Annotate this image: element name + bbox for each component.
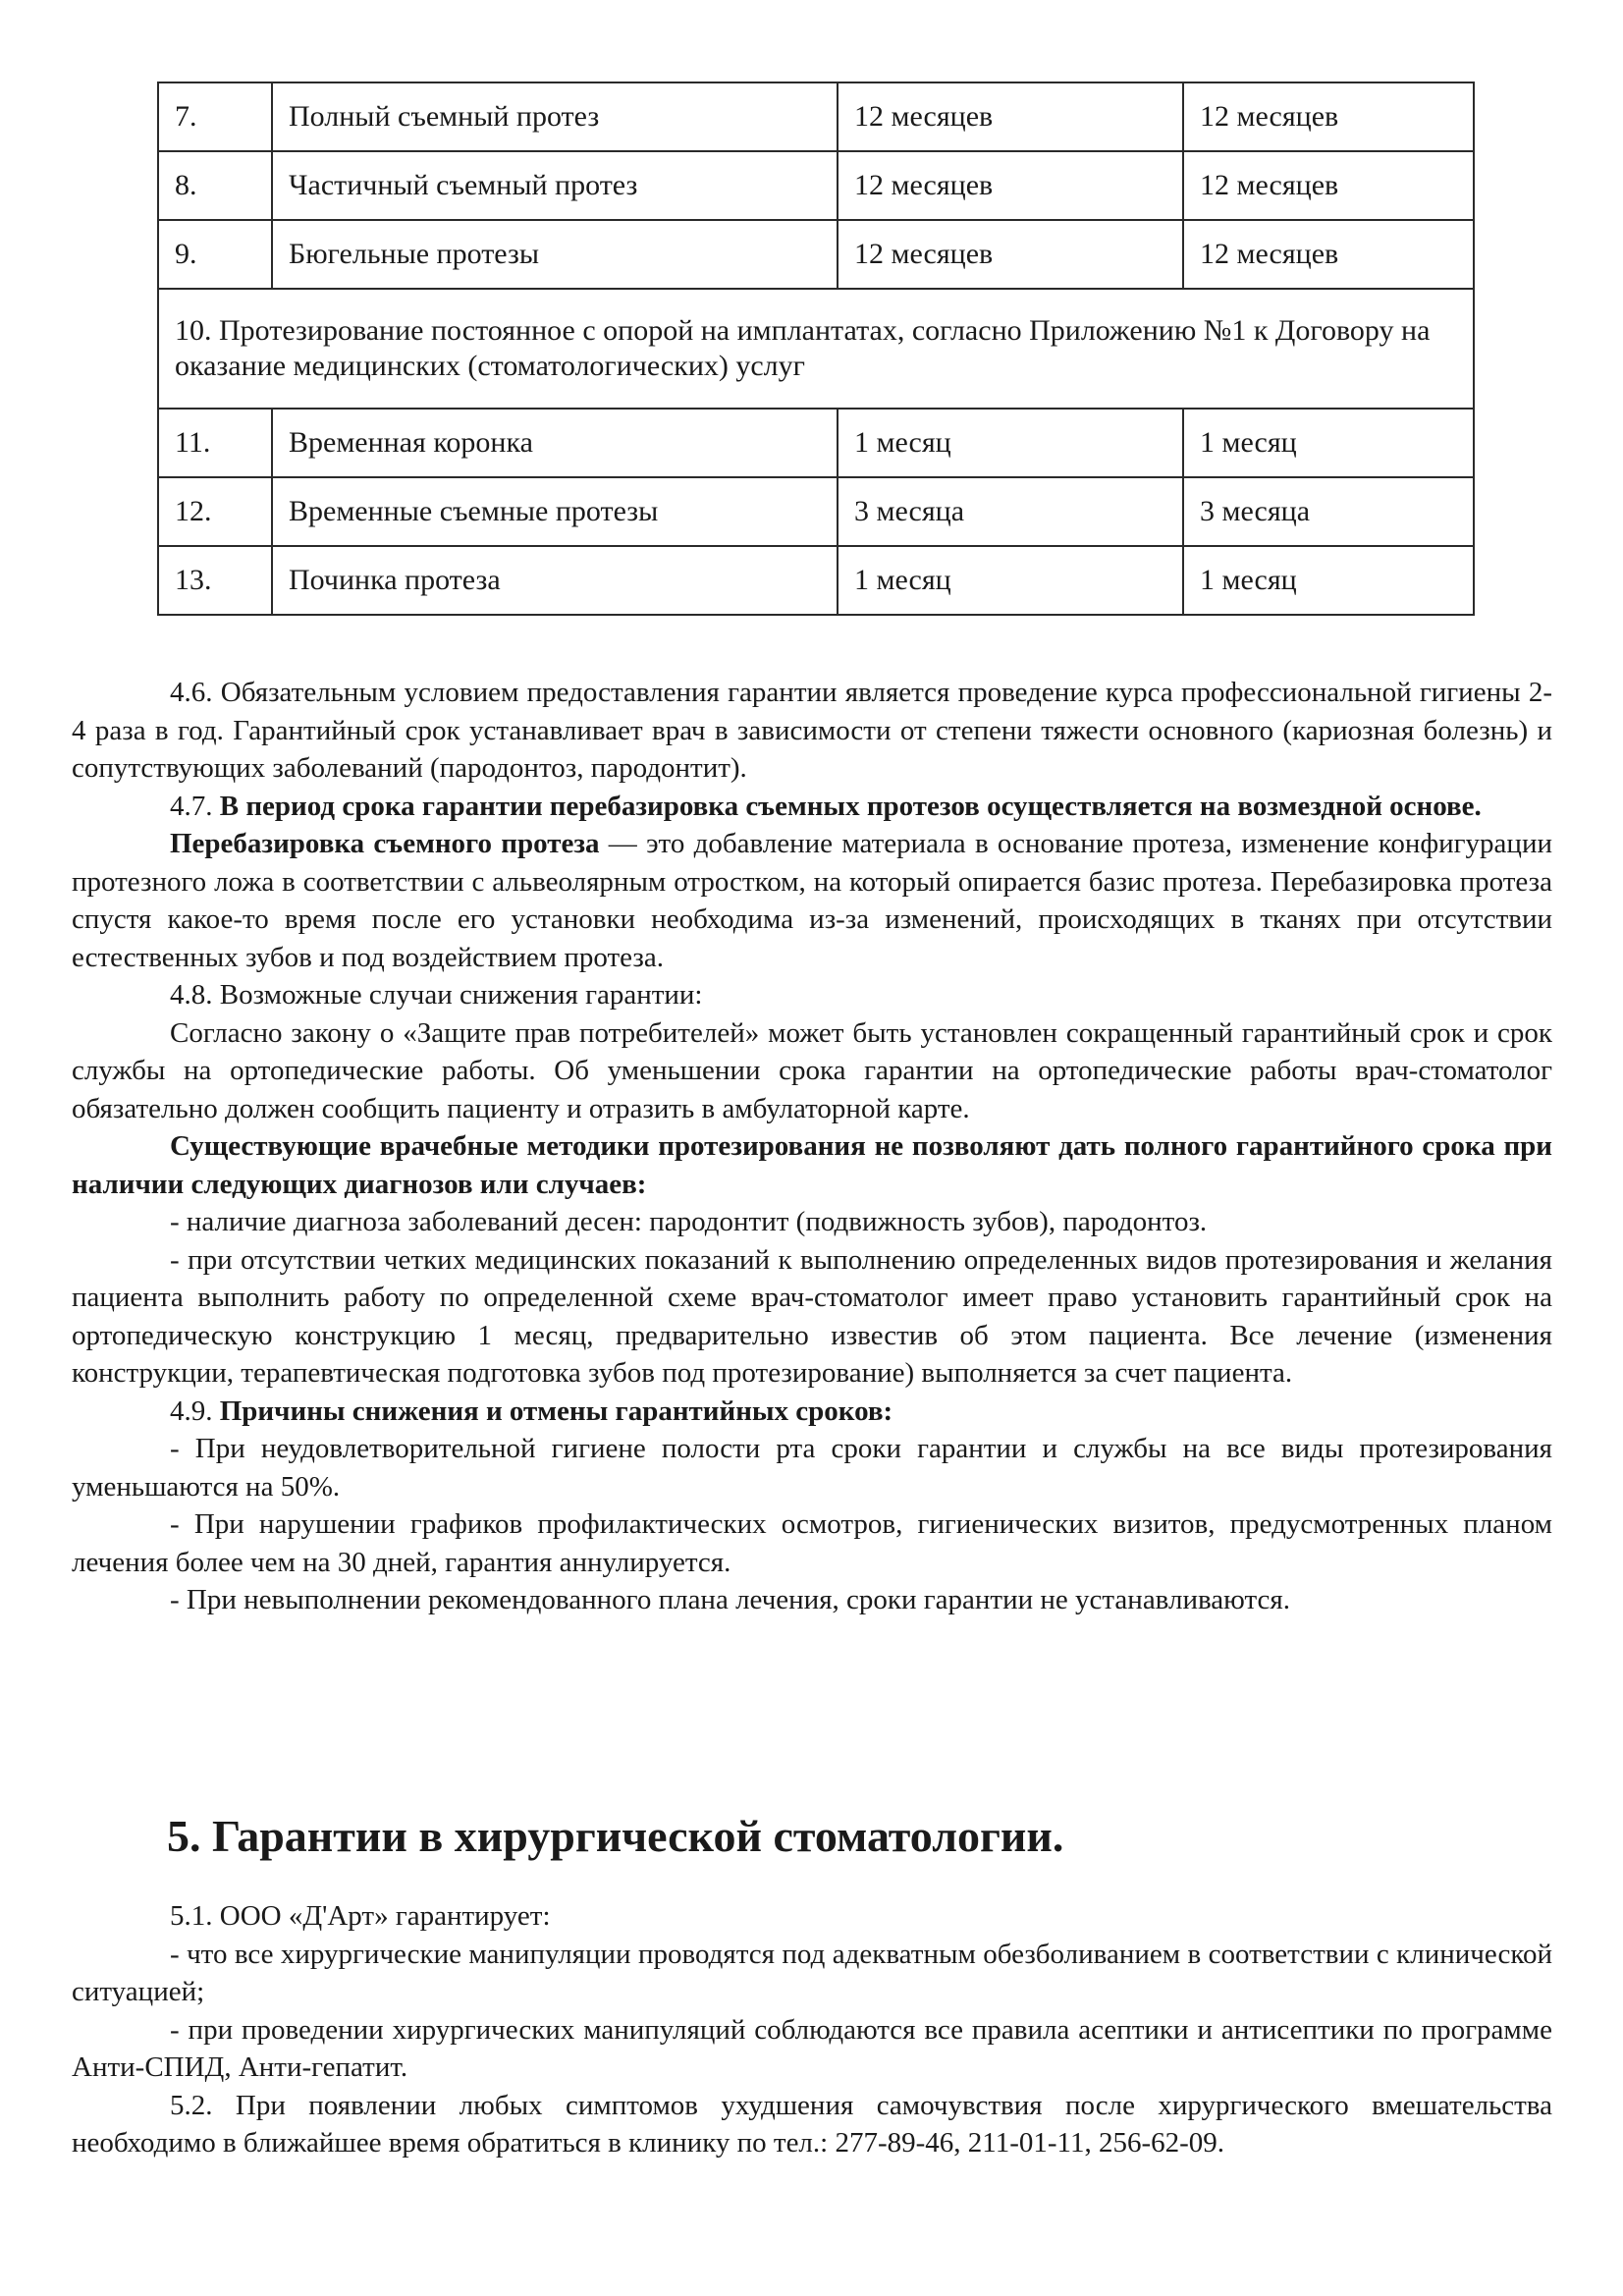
- row-item: Починка протеза: [272, 546, 838, 615]
- row-number: 8.: [158, 151, 272, 220]
- row-guarantee-term: 12 месяцев: [838, 151, 1183, 220]
- row-service-term: 3 месяца: [1183, 477, 1474, 546]
- paragraph-number: 4.7.: [170, 790, 213, 822]
- row-number: 9.: [158, 220, 272, 289]
- paragraph-methods: [72, 1127, 1552, 1203]
- definition-term: Перебазировка съемного протеза: [170, 828, 600, 859]
- row-guarantee-term: 12 месяцев: [838, 82, 1183, 151]
- section-4-text: [72, 674, 1552, 1619]
- list-item: - наличие диагноза заболеваний десен: пародонтит (подвижность зубов), пародонтоз.: [170, 1206, 1208, 1237]
- list-item: - при проведении хирургических манипуляций соблюдаются все правила асептики и антисептики по программе Анти-СПИД, Анти-гепатит.: [72, 2013, 1552, 2083]
- row-number: 12.: [158, 477, 272, 546]
- paragraph-4-6: 4.6. Обязательным условием предоставления гарантии является проведение курса профессиональной гигиены 2-4 раза в год. Гарантийный срок устанавливает врач в зависимости от степени тяжести основного (кариозная болезнь) и сопутствующих заболеваний (пародонтоз, пародонтит).: [72, 677, 1552, 784]
- table-row: [158, 82, 1474, 151]
- paragraph-4-7: [72, 788, 1552, 826]
- paragraph-definition: [72, 825, 1552, 976]
- row-item: Бюгельные протезы: [272, 220, 838, 289]
- list-item: - При невыполнении рекомендованного плана лечения, сроки гарантии не устанавливаются.: [170, 1584, 1290, 1615]
- paragraph-bold-text: Причины снижения и отмены гарантийных сроков:: [219, 1394, 893, 1427]
- row-service-term: 12 месяцев: [1183, 82, 1474, 151]
- warranty-table: [157, 82, 1475, 616]
- row-service-term: 12 месяцев: [1183, 220, 1474, 289]
- row-guarantee-term: 1 месяц: [838, 409, 1183, 477]
- list-item: - при отсутствии четких медицинских показаний к выполнению определенных видов протезирования и желания пациента выполнить работу по определенной схеме врач-стоматолог имеет право установить гарантийный срок на ортопедическую конструкцию 1 месяц, предварительно известив об этом пациента. Все лечение (изменения конструкции, терапевтическая подготовка зубов под протезирование) выполняется за счет пациента.: [72, 1243, 1552, 1389]
- list-item: - что все хирургические манипуляции проводятся под адекватным обезболиванием в соответствии с клинической ситуацией;: [72, 1938, 1552, 2007]
- paragraph-bold-text: В период срока гарантии перебазировка съемных протезов осуществляется на возмездной основе.: [219, 790, 1482, 822]
- table-row: [158, 220, 1474, 289]
- row-number: 7.: [158, 82, 272, 151]
- row-number: 11.: [158, 409, 272, 477]
- table-row: [158, 546, 1474, 615]
- paragraph-5-2: 5.2. При появлении любых симптомов ухудшения самочувствия после хирургического вмешательства необходимо в ближайшее время обратиться в клинику по тел.: 277-89-46, 211-01-11, 256-62-09.: [72, 2089, 1552, 2159]
- row-item: Частичный съемный протез: [272, 151, 838, 220]
- section-5-heading: 5. Гарантии в хирургической стоматологии.: [167, 1811, 1064, 1861]
- row-guarantee-term: 1 месяц: [838, 546, 1183, 615]
- methods-bold-text: Существующие врачебные методики протезирования не позволяют дать полного гарантийного срока при наличии следующих диагнозов или случаев:: [72, 1130, 1552, 1200]
- row-number: 13.: [158, 546, 272, 615]
- row-item: Временная коронка: [272, 409, 838, 477]
- row-item: Временные съемные протезы: [272, 477, 838, 546]
- paragraph-law: Согласно закону о «Защите прав потребителей» может быть установлен сокращенный гарантийный срок и срок службы на ортопедические работы. Об уменьшении срока гарантии на ортопедические работы врач-стоматолог обязательно должен сообщить пациенту и отразить в амбулаторной карте.: [72, 1016, 1552, 1124]
- table-row: [158, 151, 1474, 220]
- paragraph-5-1: 5.1. ООО «Д'Арт» гарантирует:: [170, 1900, 551, 1932]
- table-row-merged: [158, 289, 1474, 409]
- row-merged-text: 10. Протезирование постоянное с опорой на имплантатах, согласно Приложению №1 к Договору на оказание медицинских (стоматологических) услуг: [158, 289, 1474, 409]
- table-row: [158, 409, 1474, 477]
- list-item: - При нарушении графиков профилактических осмотров, гигиенических визитов, предусмотренных планом лечения более чем на 30 дней, гарантия аннулируется.: [72, 1508, 1552, 1578]
- list-item: - При неудовлетворительной гигиене полости рта сроки гарантии и службы на все виды протезирования уменьшаются на 50%.: [72, 1433, 1552, 1503]
- row-item: Полный съемный протез: [272, 82, 838, 151]
- section-5-text: [72, 1897, 1552, 2162]
- table-row: [158, 477, 1474, 546]
- row-service-term: 1 месяц: [1183, 546, 1474, 615]
- row-service-term: 12 месяцев: [1183, 151, 1474, 220]
- row-guarantee-term: 12 месяцев: [838, 220, 1183, 289]
- row-guarantee-term: 3 месяца: [838, 477, 1183, 546]
- row-service-term: 1 месяц: [1183, 409, 1474, 477]
- paragraph-number: 4.9.: [170, 1394, 213, 1427]
- paragraph-4-9: [72, 1393, 1552, 1431]
- paragraph-4-8: 4.8. Возможные случаи снижения гарантии:: [170, 979, 703, 1011]
- definition-text: — это добавление материала в основание протеза, изменение конфигурации протезного ложа в соответствии с альвеолярным отростком, на который опирается базис протеза. Перебазировка протеза спустя какое-то время после его установки необходима из-за изменений, происходящих в тканях при отсутствии естественных зубов и под воздействием протеза.: [72, 828, 1552, 973]
